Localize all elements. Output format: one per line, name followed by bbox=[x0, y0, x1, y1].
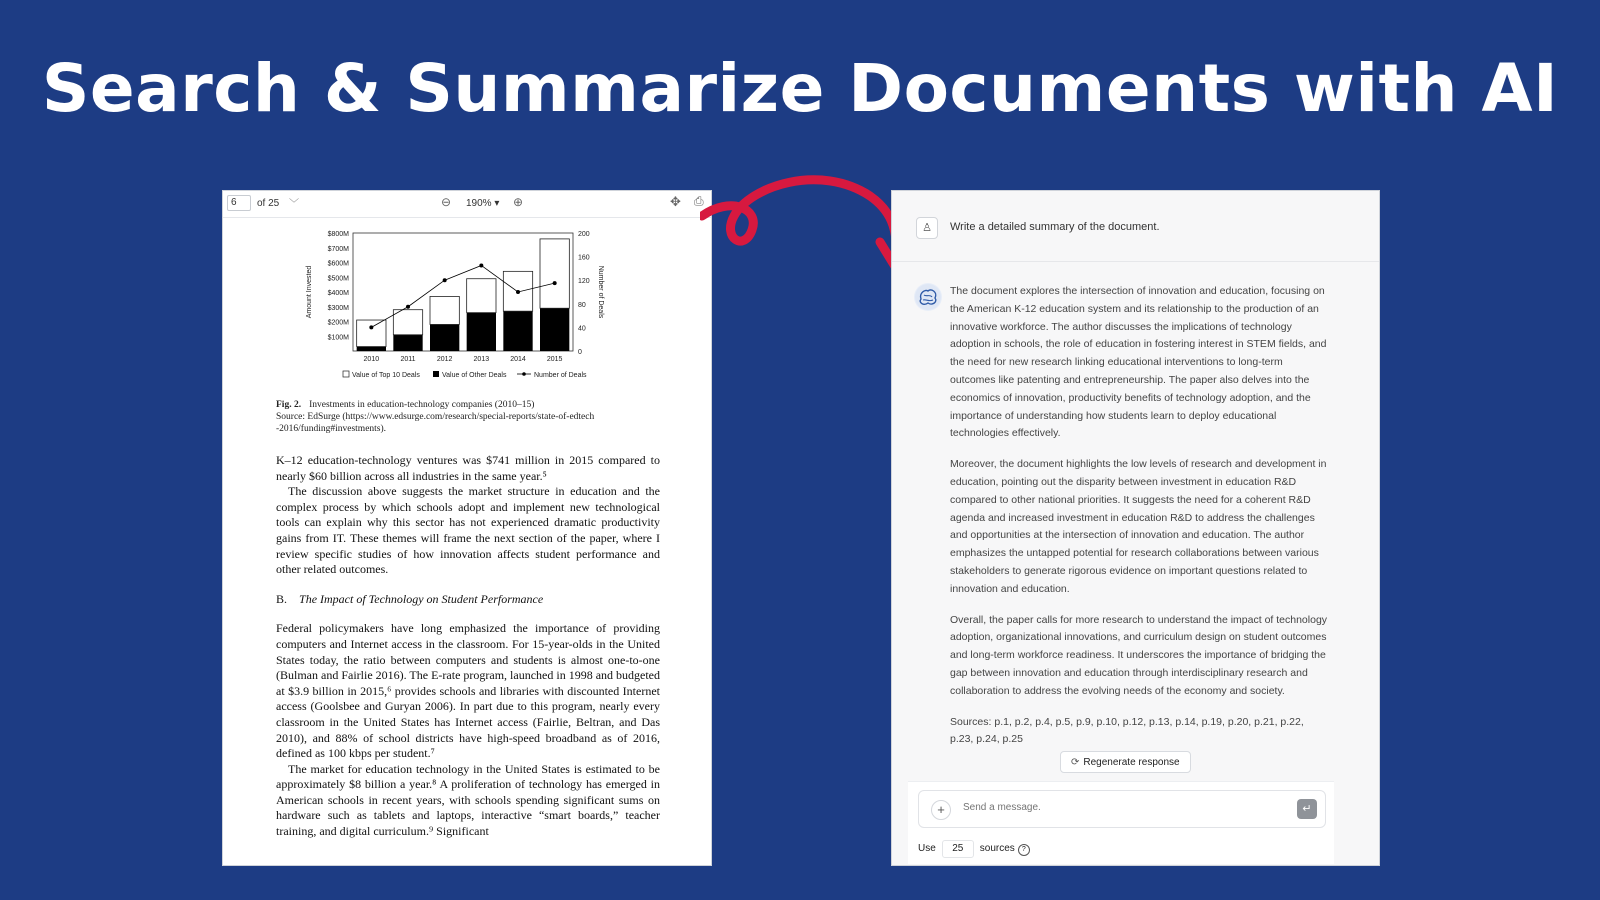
bar-other-deals bbox=[540, 308, 569, 351]
y-left-tick-label: $100M bbox=[327, 334, 349, 342]
legend-label: Value of Top 10 Deals bbox=[352, 372, 420, 379]
y-axis-label-left: Amount Invested bbox=[306, 265, 313, 319]
figure-number: Fig. 2. bbox=[276, 400, 302, 410]
bar-top10-deals bbox=[357, 320, 386, 347]
figure-source: Source: EdSurge (https://www.edsurge.com/research/special-reports/state-of-edtech -2016/funding#investments). bbox=[276, 412, 595, 434]
user-message-row bbox=[892, 191, 1379, 262]
y-right-tick-label: 0 bbox=[578, 349, 582, 356]
y-right-tick-label: 200 bbox=[578, 231, 590, 238]
user-message: Write a detailed summary of the document. bbox=[950, 221, 1160, 233]
print-icon[interactable]: ⎙ bbox=[694, 194, 704, 208]
y-axis-label-right: Number of Deals bbox=[597, 265, 604, 319]
help-icon[interactable]: ? bbox=[1018, 844, 1030, 856]
page-total-label: of 25 bbox=[257, 198, 280, 209]
bar-top10-deals bbox=[393, 310, 422, 335]
bar-other-deals bbox=[467, 313, 496, 351]
number-of-deals-point bbox=[406, 305, 410, 309]
user-icon: ♙ bbox=[916, 217, 938, 239]
page-number-input[interactable]: 6 bbox=[227, 195, 251, 211]
y-right-tick-label: 80 bbox=[578, 301, 586, 309]
response-paragraph: Moreover, the document highlights the low levels of research and development in education, pointing out the disparity between investment in education R&D compared to other national priorities. It suggests the need for a coherent R&D agenda and increased investment in education R&D to address the challenges and opportunities at the intersection of innovation and education. The author emphasizes the untapped potential for research collaborations between various stakeholders to generate rigorous evidence on important questions related to innovation and education. bbox=[950, 458, 1327, 595]
y-left-tick-label: $700M bbox=[327, 245, 349, 253]
bar-other-deals bbox=[430, 324, 459, 351]
response-paragraph: Overall, the paper calls for more research to understand the impact of technology adoption, organizational innovations, and curriculum design on student outcomes and long-term workforce readiness. It underscores the importance of bridging the gap between innovation and education through interdisciplinary research and collaboration to address the evolving needs of the economy and society. bbox=[950, 613, 1328, 697]
y-left-tick-label: $300M bbox=[327, 304, 349, 312]
pdf-toolbar bbox=[223, 191, 711, 218]
section-number: B. bbox=[276, 591, 288, 606]
section-title: The Impact of Technology on Student Performance bbox=[299, 591, 544, 606]
y-left-tick-label: $400M bbox=[327, 290, 349, 297]
y-left-tick-label: $500M bbox=[327, 275, 349, 283]
bar-top10-deals bbox=[430, 296, 459, 324]
response-paragraph: The document explores the intersection of innovation and education, focusing on the American K-12 education system and its relationship to the production of an innovative workforce. The author discusses the implications of technology adoption in schools, the role of education in fostering interest in STEM fields, and the need for new research linking educational interventions to long-term outcomes like patenting and entrepreneurship. The paper also delves into the economics of innovation, productivity benefits of technology adoption, and the importance of understanding how students learn to deploy educational technologies effectively. bbox=[950, 285, 1327, 440]
y-right-tick-label: 120 bbox=[578, 278, 590, 286]
y-right-tick-label: 40 bbox=[578, 325, 586, 333]
sources-count-input[interactable]: 25 bbox=[942, 840, 974, 858]
x-tick-label: 2010 bbox=[363, 356, 380, 363]
legend-label: Value of Other Deals bbox=[442, 372, 507, 379]
chat-panel bbox=[891, 190, 1380, 866]
x-tick-label: 2012 bbox=[436, 356, 453, 363]
curved-arrow-icon bbox=[700, 168, 910, 278]
sources-label: sources bbox=[979, 843, 1015, 854]
regenerate-label: Regenerate response bbox=[1083, 757, 1180, 768]
pdf-viewer bbox=[222, 190, 712, 866]
bar-other-deals bbox=[503, 311, 532, 351]
legend-swatch-top10 bbox=[343, 371, 349, 377]
y-right-tick-label: 160 bbox=[578, 254, 590, 262]
sources-count-row bbox=[918, 840, 1030, 858]
assistant-response bbox=[950, 283, 1330, 762]
legend-swatch-other bbox=[433, 371, 439, 377]
investment-chart bbox=[303, 227, 633, 387]
document-body bbox=[276, 453, 660, 840]
section-heading bbox=[276, 592, 660, 608]
x-tick-label: 2013 bbox=[473, 356, 490, 363]
regenerate-response-button[interactable] bbox=[1060, 751, 1191, 773]
chart-svg bbox=[303, 227, 633, 387]
paragraph: The discussion above suggests the market structure in education and the complex process by which schools adopt and implement new technological tools can explain why this sector has not experienced dramatic productivity gains from IT. These themes will frame the next section of the paper, where I review specific studies of how innovation affects student performance and other related outcomes. bbox=[276, 484, 660, 577]
bar-top10-deals bbox=[467, 279, 496, 313]
legend-label: Number of Deals bbox=[534, 372, 587, 379]
figure-caption bbox=[276, 399, 660, 435]
y-left-tick-label: $800M bbox=[327, 231, 349, 238]
plus-icon[interactable]: + bbox=[931, 800, 951, 820]
legend-point-deals bbox=[522, 372, 526, 376]
y-left-tick-label: $200M bbox=[327, 319, 349, 327]
message-input-wrapper bbox=[918, 790, 1326, 828]
message-composer bbox=[908, 781, 1334, 864]
number-of-deals-point bbox=[443, 278, 447, 282]
chevron-down-icon[interactable]: ﹀ bbox=[289, 199, 299, 210]
number-of-deals-point bbox=[553, 281, 557, 285]
number-of-deals-point bbox=[516, 290, 520, 294]
refresh-icon: ⟳ bbox=[1071, 757, 1080, 768]
use-label: Use bbox=[918, 843, 936, 854]
y-left-tick-label: $600M bbox=[327, 260, 349, 268]
send-icon[interactable]: ↵ bbox=[1297, 799, 1317, 819]
paragraph: K–12 education-technology ventures was $741 million in 2015 compared to nearly $60 billion across all industries in the same year.⁵ bbox=[276, 453, 660, 483]
move-icon[interactable]: ✥ bbox=[670, 194, 681, 209]
paragraph: Federal policymakers have long emphasized the importance of providing computers and Internet access in the classroom. For 15-year-olds in the United States today, the ratio between computers and students is almost one-to-one (Bulman and Fairlie 2016). The E-rate program, launched in 1998 and budgeted at $3.9 billion in 2015,⁶ provides schools and libraries with discounted Internet access (Goolsbee and Guryan 2006). In part due to this program, nearly every classroom in the United States has Internet access (Fairlie, Beltran, and Das 2010), and 88% of school districts have high-speed broadband as of 2016, defined as 100 kbps per student.⁷ bbox=[276, 621, 660, 761]
zoom-out-icon[interactable]: ⊖ bbox=[441, 195, 452, 209]
number-of-deals-point bbox=[479, 263, 483, 267]
bar-top10-deals bbox=[540, 239, 569, 308]
zoom-in-icon[interactable]: ⊕ bbox=[513, 195, 524, 209]
brain-icon bbox=[914, 283, 942, 311]
zoom-level-select[interactable]: 190% ▾ bbox=[466, 198, 500, 209]
figure-title: Investments in education-technology companies (2010–15) bbox=[309, 400, 535, 410]
message-input[interactable] bbox=[961, 801, 1265, 814]
page-headline: Search & Summarize Documents with AI bbox=[41, 50, 1559, 127]
x-tick-label: 2011 bbox=[400, 356, 416, 363]
x-tick-label: 2015 bbox=[546, 356, 563, 363]
bar-other-deals bbox=[393, 335, 422, 351]
x-tick-label: 2014 bbox=[510, 356, 526, 363]
sources-list: Sources: p.1, p.2, p.4, p.5, p.9, p.10, p.12, p.13, p.14, p.19, p.20, p.21, p.22, p.23, p.24, p.25 bbox=[950, 715, 1304, 746]
bar-other-deals bbox=[357, 347, 386, 351]
number-of-deals-point bbox=[369, 325, 373, 329]
paragraph: The market for education technology in the United States is estimated to be approximately $8 billion a year.⁸ A proliferation of technology has emerged in American schools in recent years, with schools spending significant sums on hardware such as tablets and laptops, interactive “smart boards,” teacher training, and digital curriculum.⁹ Significant bbox=[276, 761, 660, 839]
